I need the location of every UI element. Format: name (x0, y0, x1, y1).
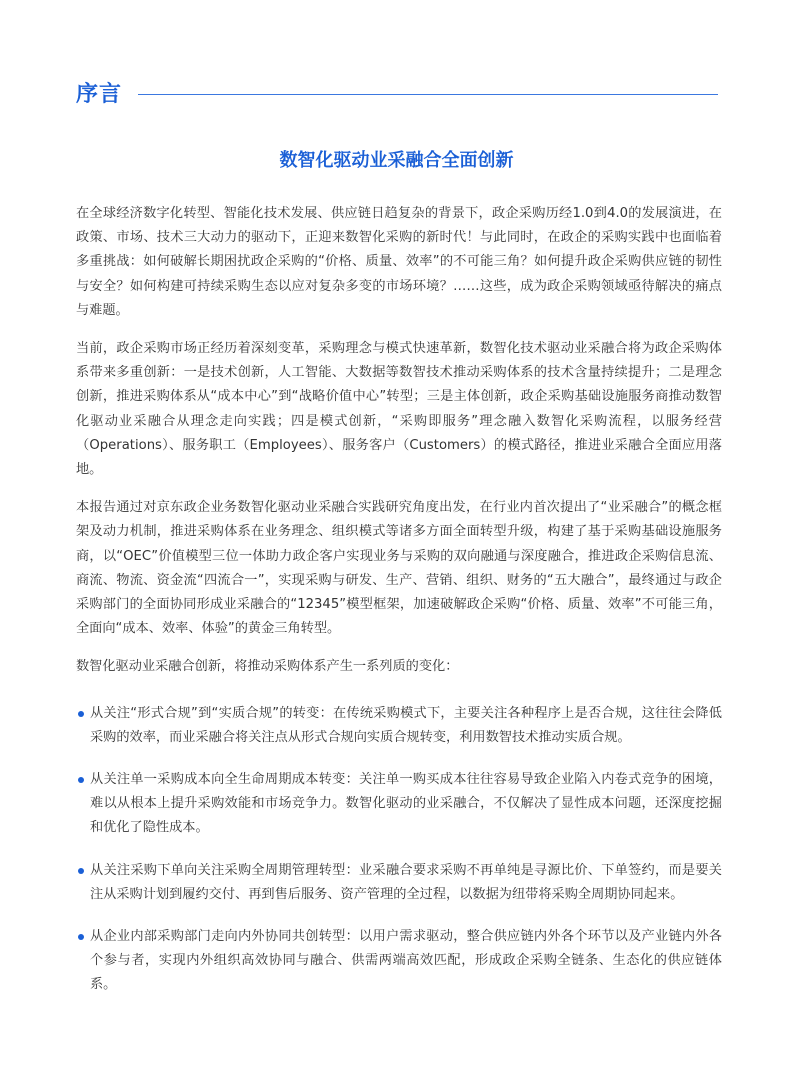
paragraph-report-overview: 本报告通过对京东政企业务数智化驱动业采融合实践研究角度出发，在行业内首次提出了“业采融合”的概念框架及动力机制，推进采购体系在业务理念、组织模式等诸多方面全面转型升级，构建了基于采购基础设施服务商，以“OEC”价值模型三位一体助力政企客户实现业务与采购的双向融通与深度融合，推进政企采购信息流、商流、物流、资金流“四流合一”，实现采购与研发、生产、营销、组织、财务的“五大融合”，最终通过与政企采购部门的全面协同形成业采融合的“12345”模型框架，加速破解政企采购“价格、质量、效率”不可能三角，全面向“成本、效率、体验”的黄金三角转型。 (76, 500, 722, 637)
page-header (76, 80, 718, 110)
bullet-dot-icon (78, 934, 84, 940)
list-item (76, 925, 722, 998)
header-divider (138, 94, 718, 95)
list-item (76, 859, 722, 907)
list-item (76, 768, 722, 841)
article-title: 数智化驱动业采融合全面创新 (279, 150, 514, 171)
bullet-dot-icon (78, 711, 84, 717)
bullet-dot-icon (78, 777, 84, 783)
section-title: 序言 (76, 82, 123, 107)
paragraph-lead-in: 数智化驱动业采融合创新，将推动采购体系产生一系列质的变化： (76, 659, 459, 675)
change-list (76, 702, 722, 998)
paragraph-innovations: 当前，政企采购市场正经历着深刻变革，采购理念与模式快速革新，数智化技术驱动业采融合将为政企采购体系带来多重创新：一是技术创新，人工智能、大数据等数智技术推动采购体系的技术含量持续提升；二是理念创新，推进采购体系从“成本中心”到“战略价值中心”转型；三是主体创新，政企采购基础设施服务商推动数智化驱动业采融合从理念走向实践；四是模式创新，“采购即服务”理念融入数智化采购流程，以服务经营（Operations）、服务职工（Employees）、服务客户（Customers）的模式路径，推进业采融合全面应用落地。 (76, 341, 722, 478)
list-item-text: 从关注采购下单向关注采购全周期管理转型：业采融合要求采购不再单纯是寻源比价、下单签约，而是要关注从采购计划到履约交付、再到售后服务、资产管理的全过程，以数据为纽带将采购全周期协同起来。 (90, 862, 722, 902)
list-item-text: 从企业内部采购部门走向内外协同共创转型：以用户需求驱动，整合供应链内外各个环节以及产业链内外各个参与者，实现内外组织高效协同与融合、供需两端高效匹配，形成政企采购全链条、生态化的供应链体系。 (90, 929, 722, 993)
list-item-text: 从关注单一采购成本向全生命周期成本转变：关注单一购买成本往往容易导致企业陷入内卷式竞争的困境，难以从根本上提升采购效能和市场竞争力。数智化驱动的业采融合，不仅解决了显性成本问题，还深度挖掘和优化了隐性成本。 (90, 772, 722, 836)
article-body (76, 202, 722, 1016)
list-item-text: 从关注“形式合规”到“实质合规”的转变：在传统采购模式下，主要关注各种程序上是否合规，这往往会降低采购的效率，而业采融合将关注点从形式合规向实质合规转变，利用数智技术推动实质合规。 (90, 705, 722, 745)
bullet-dot-icon (78, 868, 84, 874)
paragraph-background: 在全球经济数字化转型、智能化技术发展、供应链日趋复杂的背景下，政企采购历经1.0到4.0的发展演进，在政策、市场、技术三大动力的驱动下，正迎来数智化采购的新时代！与此同时，在政企的采购实践中也面临着多重挑战：如何破解长期困扰政企采购的“价格、质量、效率”的不可能三角？如何提升政企采购供应链的韧性与安全？如何构建可持续采购生态以应对复杂多变的市场环境？……这些，成为政企采购领域亟待解决的痛点与难题。 (76, 206, 722, 318)
list-item (76, 702, 722, 750)
